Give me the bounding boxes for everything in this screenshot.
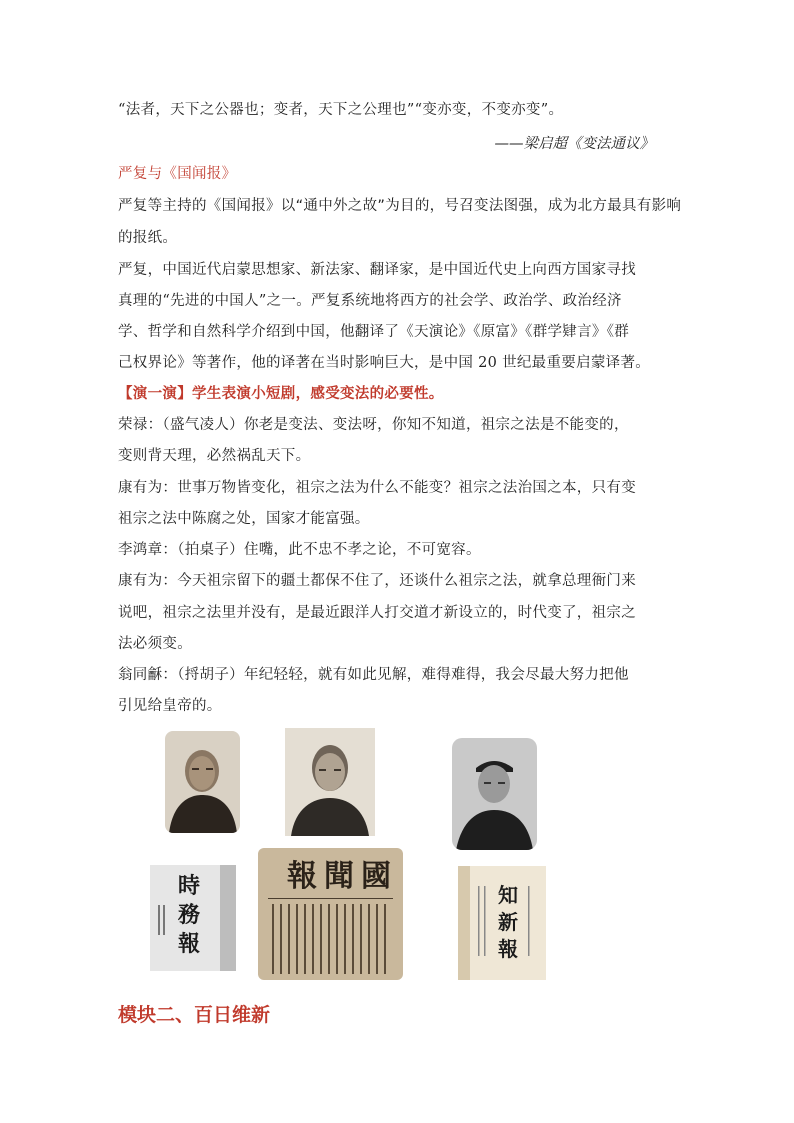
newspaper-shiwubao-image [150,865,236,971]
paragraph-line: 的报纸。 [118,230,178,246]
script-line: 说吧，祖宗之法里并没有，是最近跟洋人打交道才新设立的，时代变了，祖宗之 [118,605,636,621]
quote-source: ——梁启超《变法通议》 [494,136,654,152]
paragraph-line: 严复，中国近代启蒙思想家、新法家、翻译家，是中国近代史上向西方国家寻找 [118,262,636,278]
paragraph-line: 真理的“先进的中国人”之一。严复系统地将西方的社会学、政治学、政治经济 [118,293,622,309]
newspaper-title-char: 聞 [324,859,354,894]
newspaper-title-char: 知 [498,883,518,907]
quote-text: “法者，天下之公器也；变者，天下之公理也”“变亦变，不变亦变”。 [118,102,564,118]
script-line: 祖宗之法中陈腐之处，国家才能富强。 [118,511,370,527]
newspaper-title-char: 務 [178,902,201,928]
newspaper-title-char: 報 [178,931,201,957]
newspaper-zhixinbao-image [458,866,546,980]
script-line: 翁同龢：（捋胡子）年纪轻轻，就有如此见解，难得难得，我会尽最大努力把他 [118,667,629,683]
script-line: 荣禄：（盛气凌人）你老是变法、变法呀，你知不知道，祖宗之法是不能变的， [118,417,629,433]
activity-label: 【演一演】 [118,385,192,402]
script-line: 康有为：今天祖宗留下的疆土都保不住了，还谈什么祖宗之法，就拿总理衙门来 [118,573,636,589]
activity-text: 学生表演小短剧，感受变法的必要性。 [192,385,444,402]
script-line: 法必须变。 [118,636,192,652]
newspaper-title-char: 時 [178,873,201,899]
module-heading: 模块二、百日维新 [118,1004,271,1026]
portrait-photo [452,738,537,850]
paragraph-line: 严复等主持的《国闻报》以“通中外之故”为目的，号召变法图强，成为北方最具有影响 [118,198,682,214]
newspaper-title-char: 報 [287,859,317,894]
section-title-yanfu: 严复与《国闻报》 [118,166,237,182]
newspaper-title-char: 新 [498,910,518,934]
newspaper-title-char: 報 [498,937,518,961]
activity-line [118,384,444,404]
script-line: 李鸿章：（拍桌子）住嘴，此不忠不孝之论，不可宽容。 [118,542,481,558]
script-line: 康有为：世事万物皆变化，祖宗之法为什么不能变？祖宗之法治国之本，只有变 [118,480,636,496]
script-line: 变则背天理，必然祸乱天下。 [118,448,311,464]
script-line: 引见给皇帝的。 [118,698,222,714]
paragraph-line: 学、哲学和自然科学介绍到中国，他翻译了《天演论》《原富》《群学肄言》《群 [118,324,630,340]
newspaper-title-char: 國 [361,859,391,894]
portrait-photo [285,728,375,836]
paragraph-line: 己权界论》等著作，他的译著在当时影响巨大，是中国 20 世纪最重要启蒙译著。 [118,355,651,371]
newspaper-guowenbao-image [258,848,403,980]
portrait-photo [165,731,240,833]
